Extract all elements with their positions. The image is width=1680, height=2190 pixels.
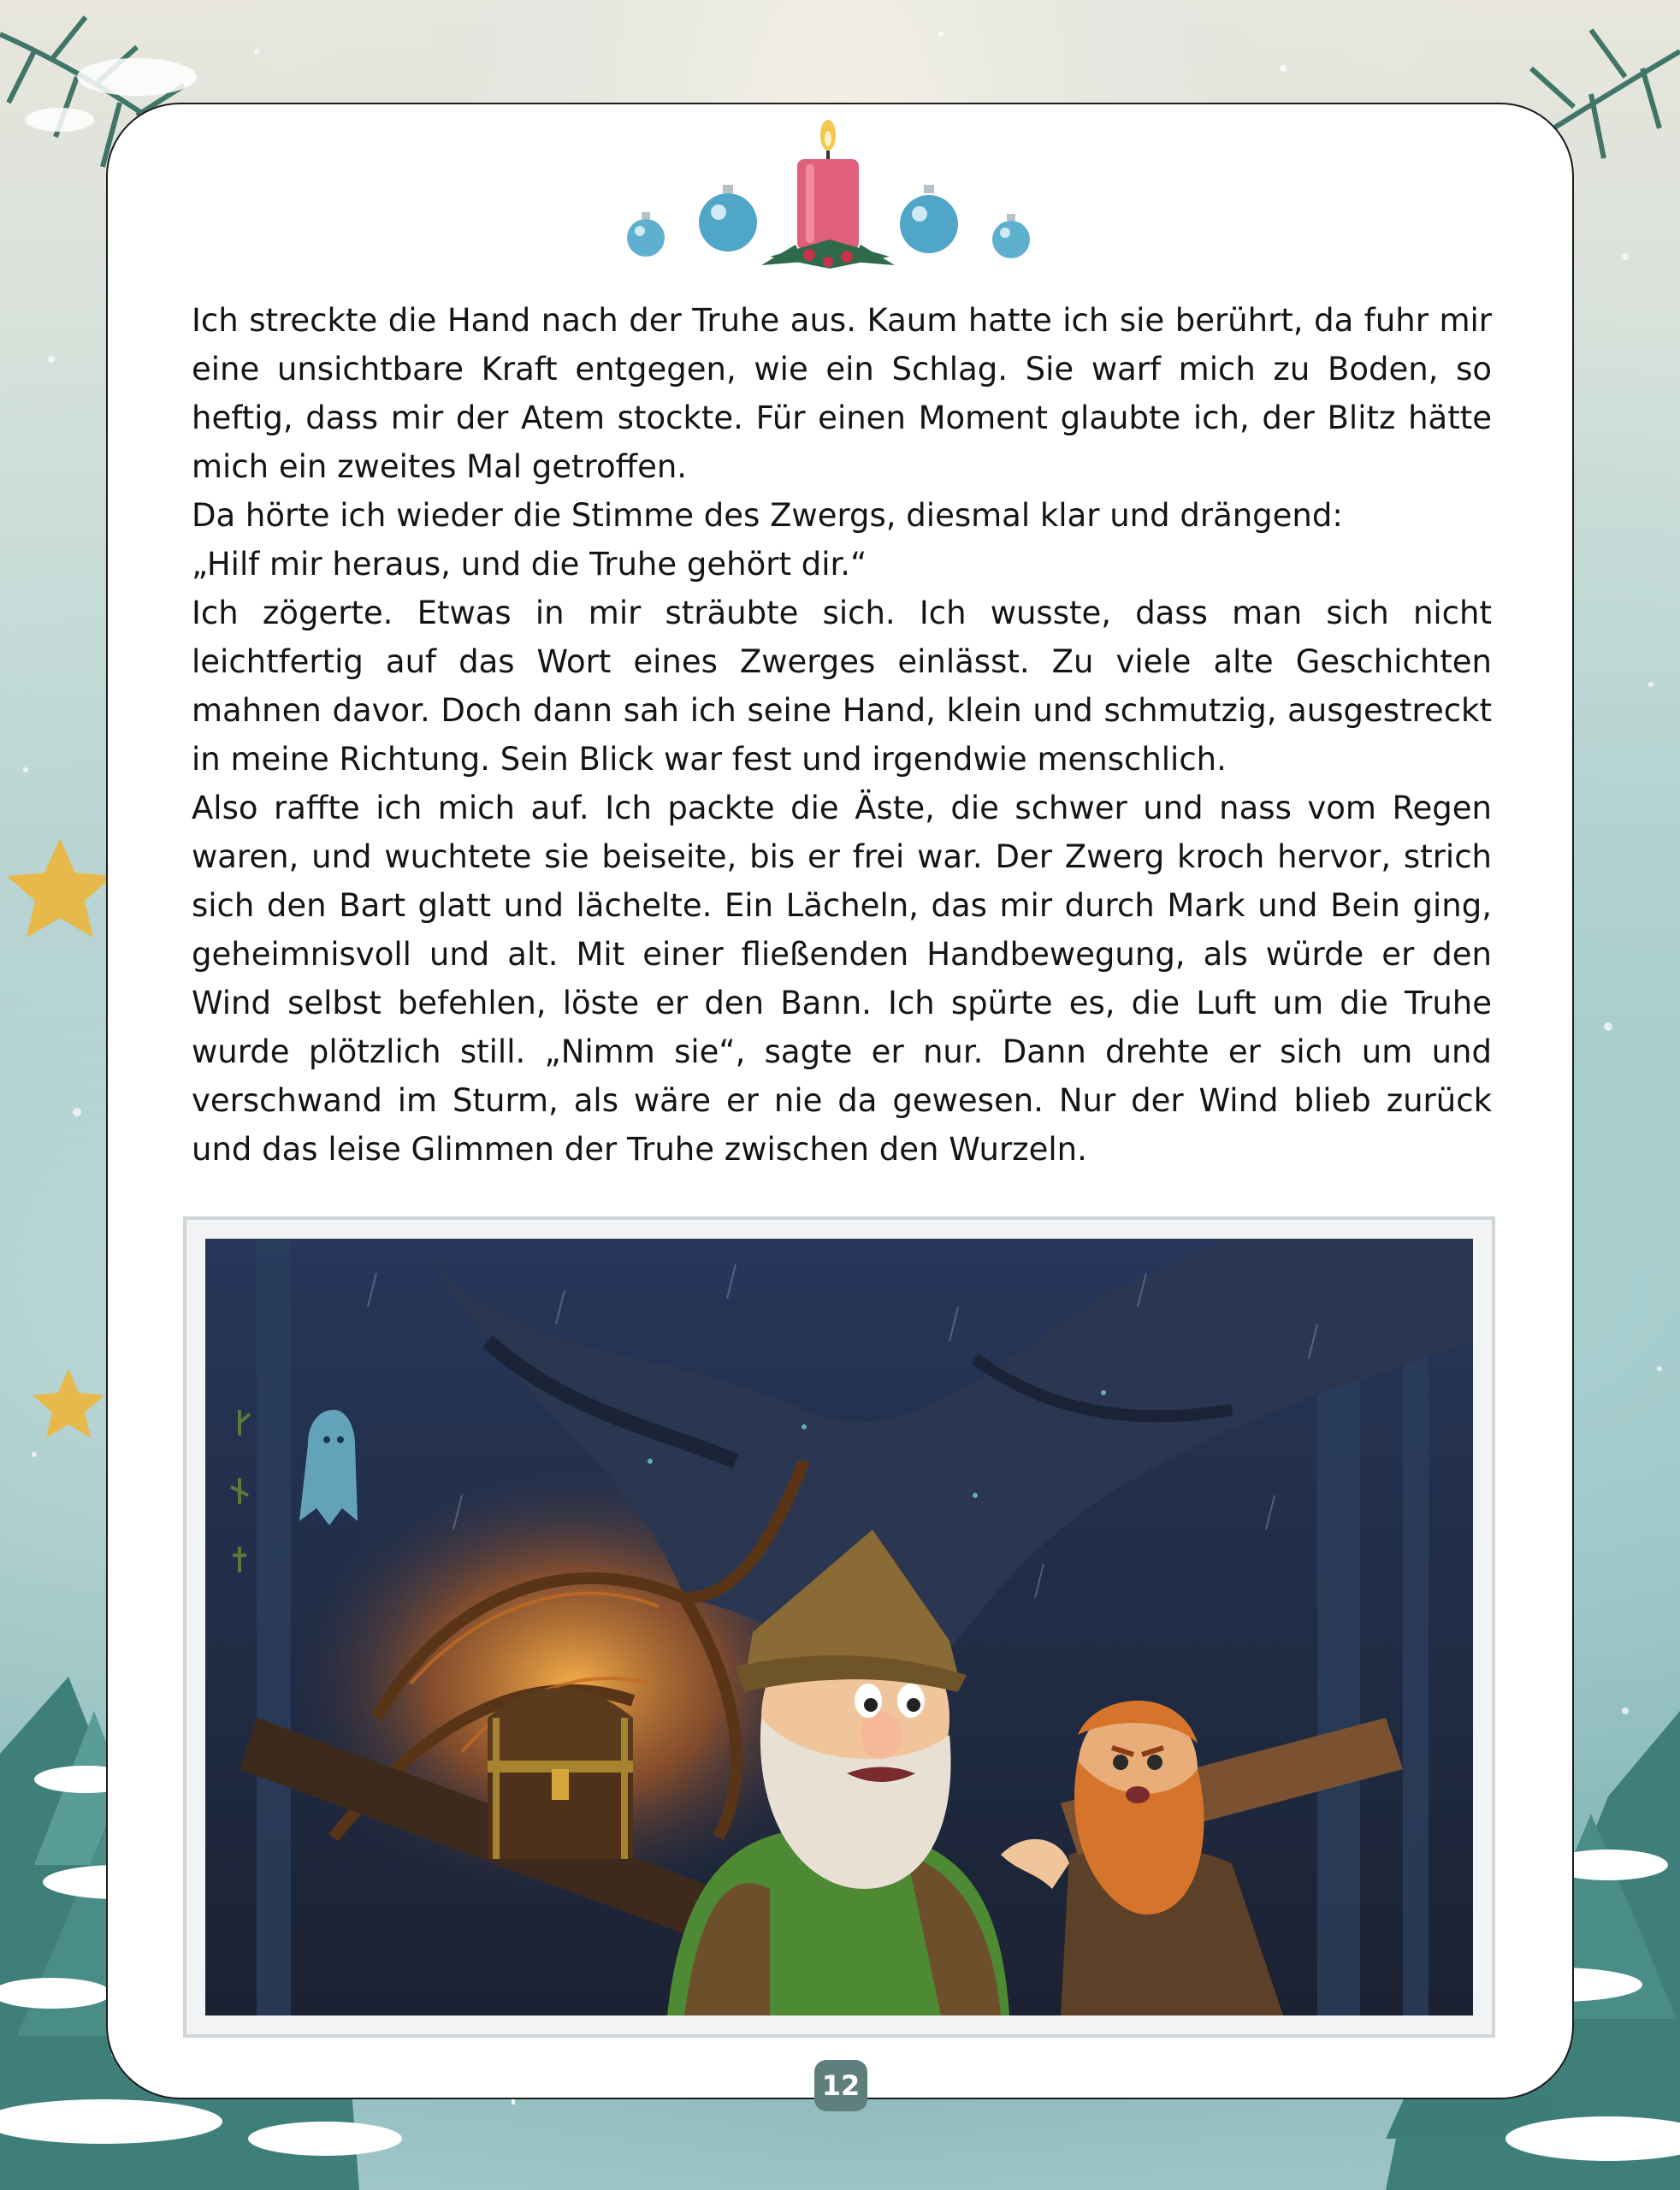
story-illustration bbox=[186, 1220, 1492, 2034]
bauble-icon bbox=[992, 214, 1030, 258]
story-paragraph: Ich zögerte. Etwas in mir sträubte sich. Ich wusste, dass man sich nicht leichtfertig auf das Wort eines Zwerges einlässt. Zu viele alte Geschichten mahnen davor. Doch dann sah ich seine Hand, klein und schmutzig, ausgestreckt in meine Richtung. Sein Blick war fest und irgendwie menschlich. bbox=[192, 595, 1492, 778]
page-number-badge: 12 bbox=[814, 2060, 867, 2111]
bauble-icon bbox=[699, 185, 757, 252]
forest-dwarf-scene bbox=[205, 1239, 1473, 2015]
bauble-icon bbox=[900, 185, 958, 253]
story-text bbox=[192, 296, 1492, 1174]
story-paragraph: „Hilf mir heraus, und die Truhe gehört dir.“ bbox=[192, 546, 867, 583]
advent-candle-ornament-icon bbox=[616, 120, 1035, 291]
candle-icon bbox=[761, 120, 895, 269]
bauble-icon bbox=[627, 212, 665, 257]
treasure-chest-icon bbox=[488, 1688, 633, 1859]
story-paragraph: Also raffte ich mich auf. Ich packte die Äste, die schwer und nass vom Regen waren, und wuchtete sie beiseite, bis er frei war. Der Zwerg kroch hervor, strich sich den Bart glatt und lächelte. Ein Lächeln, das mir durch Mark und Bein ging, geheimnisvoll und alt. Mit einer fließenden Handbewegung, als würde er den Wind selbst befehlen, löste er den Bann. Ich spürte es, die Luft um die Truhe wurde plötzlich still. „Nimm sie“, sagte er nur. Dann drehte er sich um und verschwand im Sturm, als wäre er nie da gewesen. Nur der Wind blieb zurück und das leise Glimmen der Truhe zwischen den Wurzeln. bbox=[192, 790, 1492, 1168]
story-paragraph: Da hörte ich wieder die Stimme des Zwergs, diesmal klar und drängend: bbox=[192, 497, 1343, 534]
story-paragraph: Ich streckte die Hand nach der Truhe aus. Kaum hatte ich sie berührt, da fuhr mir eine unsichtbare Kraft entgegen, wie ein Schlag. Sie warf mich zu Boden, so heftig, dass mir der Atem stockte. Für einen Moment glaubte ich, der Blitz hätte mich ein zweites Mal getroffen. bbox=[192, 302, 1492, 485]
gold-star-icon bbox=[7, 838, 113, 1438]
